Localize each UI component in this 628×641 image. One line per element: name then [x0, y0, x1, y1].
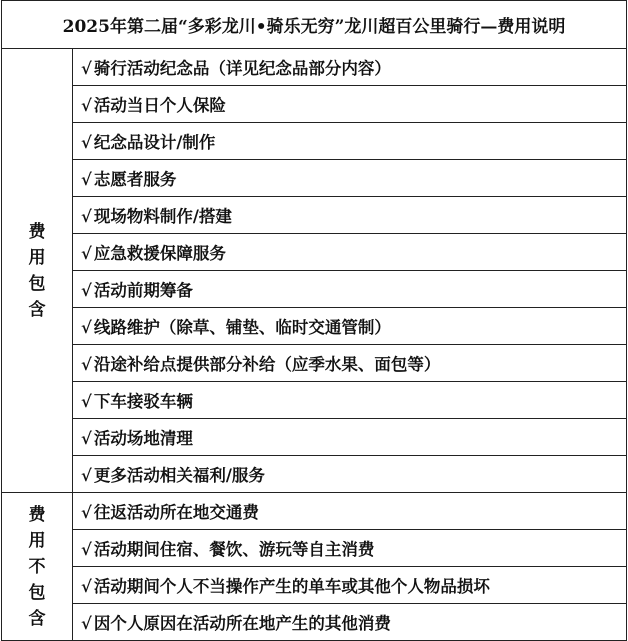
table-row: [2, 308, 627, 345]
item-text: 应急救援保障服务: [93, 244, 226, 263]
table-row: [2, 567, 627, 604]
fee-table: [1, 0, 627, 641]
item-text: 纪念品设计/制作: [93, 133, 216, 152]
check-icon: √: [81, 466, 92, 485]
category-char: 费: [28, 504, 46, 525]
item-text: 更多活动相关福利/服务: [93, 466, 265, 485]
check-icon: √: [81, 133, 92, 152]
category-char: 费: [28, 221, 46, 242]
item-text: 沿途补给点提供部分补给（应季水果、面包等）: [93, 355, 441, 374]
check-icon: √: [81, 614, 92, 633]
item-text: 活动期间住宿、餐饮、游玩等自主消费: [93, 540, 375, 559]
table-row: [2, 456, 627, 493]
check-icon: √: [81, 281, 92, 300]
item-text: 活动当日个人保险: [93, 96, 226, 115]
check-icon: √: [81, 355, 92, 374]
included-item: [73, 271, 627, 308]
item-text: 线路维护（除草、铺垫、临时交通管制）: [93, 318, 391, 337]
check-icon: √: [81, 392, 92, 411]
item-text: 因个人原因在活动所在地产生的其他消费: [93, 614, 391, 633]
category-char: 含: [28, 299, 46, 320]
check-icon: √: [81, 318, 92, 337]
table-row: [2, 604, 627, 641]
table-row: [2, 419, 627, 456]
item-text: 活动场地清理: [93, 429, 193, 448]
category-char: 包: [28, 273, 46, 294]
category-char: 不: [28, 556, 46, 577]
item-text: 活动期间个人不当操作产生的单车或其他个人物品损坏: [93, 577, 490, 596]
item-text: 活动前期筹备: [93, 281, 193, 300]
check-icon: √: [81, 429, 92, 448]
check-icon: √: [81, 503, 92, 522]
included-item: [73, 49, 627, 86]
table-row: [2, 197, 627, 234]
table-row: [2, 493, 627, 530]
item-text: 志愿者服务: [93, 170, 177, 189]
check-icon: √: [81, 244, 92, 263]
item-text: 现场物料制作/搭建: [93, 207, 232, 226]
item-text: 往返活动所在地交通费: [93, 503, 259, 522]
category-char: 包: [28, 582, 46, 603]
check-icon: √: [81, 207, 92, 226]
table-row: [2, 86, 627, 123]
check-icon: √: [81, 96, 92, 115]
excluded-item: [73, 530, 627, 567]
excluded-item: [73, 567, 627, 604]
table-row: [2, 382, 627, 419]
included-item: [73, 382, 627, 419]
included-item: [73, 419, 627, 456]
check-icon: √: [81, 59, 92, 78]
included-item: [73, 345, 627, 382]
included-item: [73, 234, 627, 271]
included-item: [73, 123, 627, 160]
item-text: 骑行活动纪念品（详见纪念品部分内容）: [93, 59, 391, 78]
check-icon: √: [81, 540, 92, 559]
table-row: [2, 345, 627, 382]
table-title: 2025年第二届“多彩龙川•骑乐无穷”龙川超百公里骑行—费用说明: [2, 1, 627, 49]
table-row: [2, 49, 627, 86]
included-item: [73, 308, 627, 345]
excluded-item: [73, 604, 627, 641]
excluded-item: [73, 493, 627, 530]
category-char: 用: [28, 247, 46, 268]
included-item: [73, 197, 627, 234]
check-icon: √: [81, 577, 92, 596]
check-icon: √: [81, 170, 92, 189]
category-char: 用: [28, 530, 46, 551]
table-row: [2, 123, 627, 160]
excluded-category-label: [2, 493, 73, 641]
category-char: 含: [28, 608, 46, 629]
table-row: [2, 271, 627, 308]
item-text: 下车接驳车辆: [93, 392, 193, 411]
table-row: [2, 160, 627, 197]
included-category-label: [2, 49, 73, 493]
included-item: [73, 86, 627, 123]
included-item: [73, 160, 627, 197]
table-row: [2, 530, 627, 567]
included-item: [73, 456, 627, 493]
table-row: [2, 234, 627, 271]
